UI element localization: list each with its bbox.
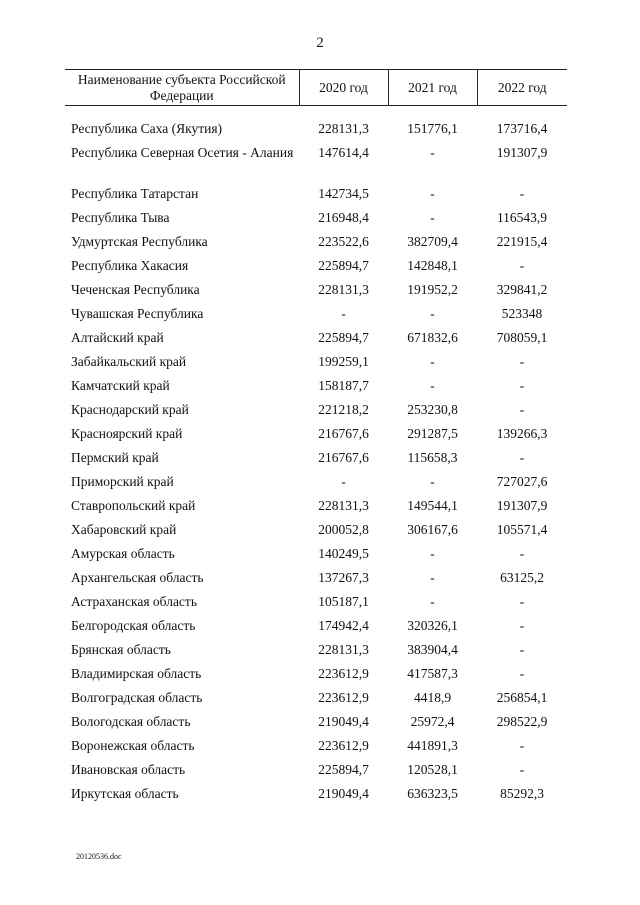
value-2022-cell: 329841,2 <box>496 282 548 297</box>
table-row <box>65 401 567 425</box>
region-name-cell: Владимирская область <box>71 666 202 681</box>
region-name-cell: Архангельская область <box>71 570 204 585</box>
value-2020-cell: 228131,3 <box>318 282 369 297</box>
table-row <box>65 449 567 473</box>
value-2020-cell: 219049,4 <box>318 786 369 801</box>
region-name-cell: Хабаровский край <box>71 522 177 537</box>
value-2021-cell: - <box>430 210 435 225</box>
value-2020-cell: 200052,8 <box>318 522 369 537</box>
table-row <box>65 425 567 449</box>
value-2020-cell: 223612,9 <box>318 738 369 753</box>
table-row <box>65 233 567 257</box>
value-2020-cell: 142734,5 <box>318 186 369 201</box>
table-row <box>65 761 567 785</box>
region-name-cell: Республика Саха (Якутия) <box>71 121 223 136</box>
table-row <box>65 377 567 401</box>
table-row <box>65 185 567 209</box>
value-2021-cell: 4418,9 <box>413 690 452 705</box>
value-2021-cell: - <box>430 594 435 609</box>
value-2022-cell: 116543,9 <box>496 210 548 225</box>
value-2021-cell: 320326,1 <box>407 618 458 633</box>
value-2020-cell: 158187,7 <box>318 378 369 393</box>
region-name-cell: Чувашская Республика <box>71 306 204 321</box>
value-2022-cell: - <box>519 738 525 753</box>
value-2022-cell: 173716,4 <box>496 121 548 136</box>
value-2021-cell: - <box>430 145 435 160</box>
table-row <box>65 689 567 713</box>
region-name-cell: Краснодарский край <box>71 402 189 417</box>
value-2020-cell: 199259,1 <box>318 354 369 369</box>
table-header <box>65 70 567 106</box>
value-2020-cell: 228131,3 <box>318 498 369 513</box>
value-2020-cell: 228131,3 <box>318 121 369 136</box>
table-row <box>65 353 567 377</box>
region-name-cell: Удмуртская Республика <box>71 234 208 249</box>
value-2020-cell: 174942,4 <box>318 618 369 633</box>
region-name-cell: Камчатский край <box>71 378 170 393</box>
header-year-2022: 2022 год <box>477 70 567 106</box>
value-2021-cell: 417587,3 <box>407 666 458 681</box>
value-2020-cell: 223522,6 <box>318 234 369 249</box>
table-row <box>65 521 567 545</box>
value-2021-cell: - <box>430 546 435 561</box>
value-2021-cell: 115658,3 <box>407 450 458 465</box>
region-name-cell: Ставропольский край <box>71 498 196 513</box>
value-2021-cell: - <box>430 378 435 393</box>
value-2022-cell: 85292,3 <box>500 786 544 801</box>
region-name-cell: Ивановская область <box>71 762 186 777</box>
value-2020-cell: 147614,4 <box>318 145 369 160</box>
table-row <box>65 593 567 617</box>
value-2021-cell: - <box>430 474 435 489</box>
value-2022-cell: 708059,1 <box>496 330 548 345</box>
value-2021-cell: 382709,4 <box>407 234 458 249</box>
region-name-cell: Амурская область <box>71 546 175 561</box>
value-2020-cell: - <box>341 474 346 489</box>
value-2020-cell: 216767,6 <box>318 450 369 465</box>
region-name-cell: Чеченская Республика <box>71 282 200 297</box>
value-2020-cell: 137267,3 <box>318 570 369 585</box>
value-2020-cell: 225894,7 <box>318 762 369 777</box>
value-2021-cell: 671832,6 <box>407 330 458 345</box>
table-row <box>65 665 567 689</box>
table-row <box>65 209 567 233</box>
value-2022-cell: 105571,4 <box>496 522 548 537</box>
value-2020-cell: 219049,4 <box>318 714 369 729</box>
value-2022-cell: - <box>519 666 525 681</box>
table-row <box>65 737 567 761</box>
region-name-cell: Республика Северная Осетия - Алания <box>71 145 294 160</box>
table-row <box>65 545 567 569</box>
value-2020-cell: 223612,9 <box>318 666 369 681</box>
page-number: 2 <box>316 35 324 51</box>
value-2021-cell: 120528,1 <box>407 762 458 777</box>
region-name-cell: Иркутская область <box>71 786 179 801</box>
value-2022-cell: - <box>519 762 525 777</box>
value-2022-cell: - <box>519 378 525 393</box>
table-row <box>65 569 567 593</box>
region-name-cell: Астраханская область <box>71 594 197 609</box>
value-2020-cell: 228131,3 <box>318 642 369 657</box>
table-row <box>65 305 567 329</box>
value-2022-cell: - <box>519 546 525 561</box>
value-2022-cell: 523348 <box>501 306 543 321</box>
table-row <box>65 144 567 185</box>
value-2021-cell: 306167,6 <box>407 522 458 537</box>
value-2021-cell: 191952,2 <box>407 282 458 297</box>
value-2021-cell: 151776,1 <box>407 121 458 136</box>
value-2021-cell: 441891,3 <box>407 738 458 753</box>
value-2022-cell: 727027,6 <box>496 474 548 489</box>
document-footer-filename: 20120536.doc <box>76 852 122 861</box>
table-row <box>65 641 567 665</box>
value-2020-cell: 216767,6 <box>318 426 369 441</box>
value-2021-cell: - <box>430 306 435 321</box>
value-2022-cell: 298522,9 <box>496 714 548 729</box>
region-name-cell: Республика Хакасия <box>71 258 189 273</box>
value-2022-cell: 139266,3 <box>496 426 548 441</box>
region-name-cell: Алтайский край <box>71 330 164 345</box>
value-2022-cell: - <box>519 450 525 465</box>
value-2021-cell: - <box>430 570 435 585</box>
value-2021-cell: 291287,5 <box>407 426 458 441</box>
value-2021-cell: 25972,4 <box>410 714 455 729</box>
table-row <box>65 473 567 497</box>
value-2022-cell: 63125,2 <box>500 570 544 585</box>
table-row <box>65 617 567 641</box>
value-2022-cell: - <box>519 258 525 273</box>
value-2022-cell: 221915,4 <box>496 234 548 249</box>
region-name-cell: Республика Татарстан <box>71 186 199 201</box>
region-name-cell: Вологодская область <box>71 714 191 729</box>
header-region-name: Наименование субъекта Российской Федерации <box>65 70 299 106</box>
funding-table-container <box>65 69 567 809</box>
table-row <box>65 713 567 737</box>
header-year-2020: 2020 год <box>299 70 388 106</box>
value-2022-cell: - <box>519 402 525 417</box>
table-row <box>65 785 567 809</box>
value-2020-cell: 105187,1 <box>318 594 369 609</box>
region-name-cell: Приморский край <box>71 474 174 489</box>
value-2020-cell: - <box>341 306 346 321</box>
value-2022-cell: - <box>519 186 525 201</box>
region-name-cell: Волгоградская область <box>71 690 203 705</box>
value-2020-cell: 225894,7 <box>318 330 369 345</box>
value-2022-cell: - <box>519 618 525 633</box>
value-2022-cell: - <box>519 594 525 609</box>
value-2020-cell: 223612,9 <box>318 690 369 705</box>
header-year-2021: 2021 год <box>388 70 477 106</box>
value-2022-cell: - <box>519 354 525 369</box>
value-2022-cell: - <box>519 642 525 657</box>
value-2020-cell: 140249,5 <box>318 546 369 561</box>
value-2022-cell: 191307,9 <box>496 498 548 513</box>
value-2021-cell: - <box>430 186 435 201</box>
value-2020-cell: 225894,7 <box>318 258 369 273</box>
region-name-cell: Воронежская область <box>71 738 195 753</box>
value-2021-cell: 142848,1 <box>407 258 458 273</box>
value-2021-cell: 149544,1 <box>407 498 458 513</box>
table-row <box>65 497 567 521</box>
table-row <box>65 281 567 305</box>
value-2022-cell: 191307,9 <box>496 145 548 160</box>
table-row <box>65 120 567 144</box>
region-name-cell: Брянская область <box>71 642 171 657</box>
region-name-cell: Пермский край <box>71 450 159 465</box>
region-name-cell: Красноярский край <box>71 426 183 441</box>
region-name-cell: Белгородская область <box>71 618 196 633</box>
value-2021-cell: 636323,5 <box>407 786 458 801</box>
value-2021-cell: - <box>430 354 435 369</box>
value-2021-cell: 383904,4 <box>407 642 458 657</box>
table-row <box>65 329 567 353</box>
value-2022-cell: 256854,1 <box>496 690 548 705</box>
region-name-cell: Забайкальский край <box>71 354 187 369</box>
table-row <box>65 257 567 281</box>
value-2020-cell: 216948,4 <box>318 210 369 225</box>
funding-table <box>65 69 567 809</box>
value-2021-cell: 253230,8 <box>407 402 458 417</box>
region-name-cell: Республика Тыва <box>71 210 170 225</box>
value-2020-cell: 221218,2 <box>318 402 369 417</box>
table-body <box>65 106 567 810</box>
